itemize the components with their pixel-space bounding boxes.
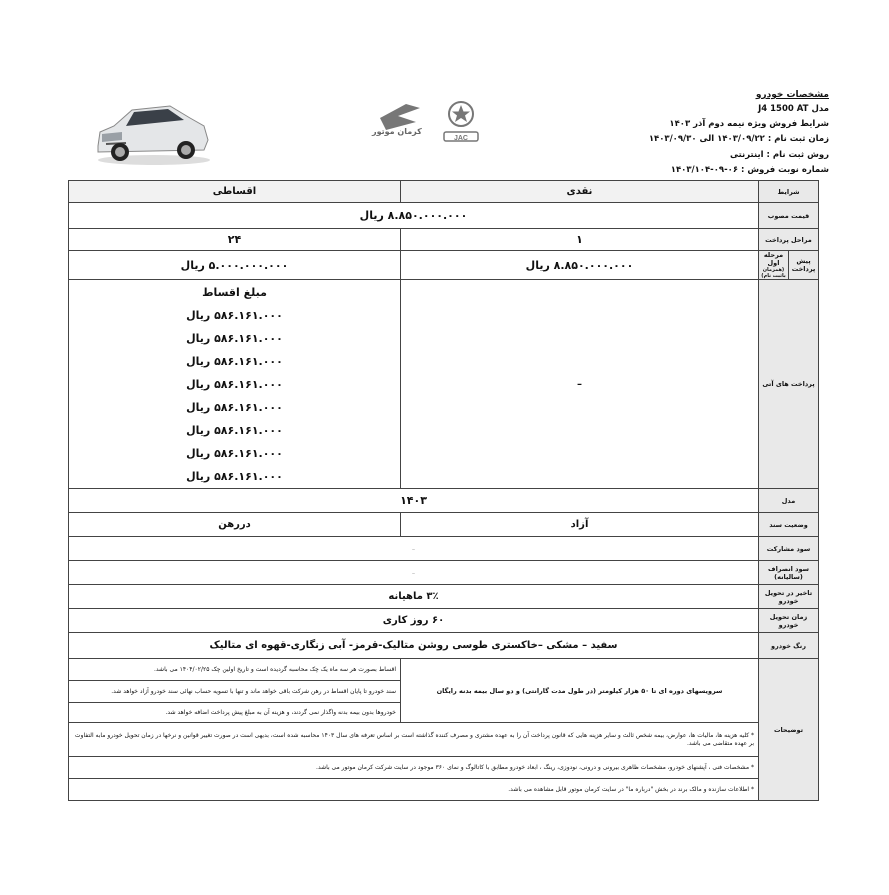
installment-row: ۵۸۶.۱۶۱.۰۰۰ ریال [186, 423, 283, 437]
jac-logo-icon [436, 100, 486, 144]
label-payment-stages: مراحل پرداخت [759, 229, 819, 251]
partnership-value: – [69, 537, 759, 561]
stages-installment: ۲۴ [69, 229, 401, 251]
label-model: مدل [759, 489, 819, 513]
label-prepayment: پیش پرداخت [789, 251, 819, 280]
note-installment-2: سند خودرو تا پایان اقساط در رهن شرکت باقی خواهد ماند و تنها با تسویه حساب نهائی سند خودرو آزاد خواهد شد. [69, 681, 401, 703]
first-stage-sub: (همزمان باثبت نام) [761, 267, 786, 279]
label-notes: توضیحات [759, 659, 819, 801]
label-partnership-profit: سود مشارکت [759, 537, 819, 561]
label-color: رنگ خودرو [759, 633, 819, 659]
installment-header: مبلغ اقساط [202, 285, 267, 299]
label-first-stage [759, 251, 789, 280]
model-value: ۱۴۰۳ [69, 489, 759, 513]
delivery-value: ۶۰ روز کاری [69, 609, 759, 633]
installment-row: ۵۸۶.۱۶۱.۰۰۰ ریال [186, 377, 283, 391]
installment-list [69, 280, 401, 489]
doc-installment: دررهن [69, 513, 401, 537]
label-future-payments: پرداخت های آتی [759, 280, 819, 489]
label-document-status: وضعیت سند [759, 513, 819, 537]
header-terms: شرایط [759, 181, 819, 203]
spec-table [68, 180, 819, 801]
label-delivery-time: زمان تحویل خودرو [759, 609, 819, 633]
note-installment-3: خودروها بدون بیمه بدنه واگذار نمی گردند، و هزینه آن به مبلغ پیش پرداخت اضافه خواهد شد. [69, 703, 401, 723]
installment-row: ۵۸۶.۱۶۱.۰۰۰ ریال [186, 331, 283, 345]
installment-row: ۵۸۶.۱۶۱.۰۰۰ ریال [186, 446, 283, 460]
note-service: سرویسهای دوره ای تا ۵۰ هزار کیلومتر (در طول مدت گارانتی) و دو سال بیمه بدنه رایگان [401, 659, 759, 723]
prepay-cash: ۸.۸۵۰.۰۰۰.۰۰۰ ریال [401, 251, 759, 280]
svg-text:JAC: JAC [453, 135, 469, 142]
delay-value: ۳٪ ماهیانه [69, 585, 759, 609]
stages-cash: ۱ [401, 229, 759, 251]
note-installment-1: اقساط بصورت هر سه ماه یک چک محاسبه گردیده است و تاریخ اولین چک ۱۴۰۴/۰۲/۲۵ می باشد. [69, 659, 401, 681]
sale-conditions: شرایط فروش ویژه نیمه دوم آذر ۱۴۰۳ [669, 119, 829, 129]
sale-number: شماره نوبت فروش : ۰۶-۰۹-۱۴۰۳/۱۰۴ [670, 165, 829, 175]
note-general-2: * مشخصات فنی ، آپشنهای خودرو، مشخصات ظاهری بیرونی و درونی، نودوزی، رینگ ، ابعاد خودرو مطابق با کاتالوگ و نمای ۳۶۰ موجود در سایت شرکت کرمان موتور می باشد. [69, 757, 759, 779]
note-general-3: * اطلاعات سازنده و مالک برند در بخش "درباره ما" در سایت کرمان موتور قابل مشاهده می باشد. [69, 779, 759, 801]
prepay-installment: ۵.۰۰۰.۰۰۰.۰۰۰ ریال [69, 251, 401, 280]
label-price: قیمت مصوب [759, 203, 819, 229]
annual-value: – [69, 561, 759, 585]
installment-row: ۵۸۶.۱۶۱.۰۰۰ ریال [186, 354, 283, 368]
registration-time: زمان ثبت نام : ۱۴۰۳/۰۹/۲۲ الی ۱۴۰۳/۰۹/۳۰ [648, 134, 829, 144]
label-annual-profit: سود انصراف (سالیانه) [759, 561, 819, 585]
color-value: سفید – مشکی –خاکستری طوسی روشن متالیک-قرمز- آبی زنگاری-قهوه ای متالیک [69, 633, 759, 659]
page-title: مشخصات خودرو [755, 90, 829, 100]
brand-text: کرمان موتور [372, 127, 422, 136]
header-installment: اقساطی [69, 181, 401, 203]
car-image [92, 98, 214, 168]
installment-row: ۵۸۶.۱۶۱.۰۰۰ ریال [186, 400, 283, 414]
installment-row: ۵۸۶.۱۶۱.۰۰۰ ریال [186, 469, 283, 483]
label-delivery-delay: تاخیر در تحویل خودرو [759, 585, 819, 609]
header-cash: نقدی [401, 181, 759, 203]
future-cash: – [401, 280, 759, 489]
doc-cash: آزاد [401, 513, 759, 537]
model-line: مدل J4 1500 AT [758, 104, 829, 114]
price-value: ۸.۸۵۰.۰۰۰.۰۰۰ ریال [69, 203, 759, 229]
registration-method: روش ثبت نام : اینترنتی [729, 150, 829, 160]
first-stage-text: مرحله اول [763, 251, 784, 267]
note-general-1: * کلیه هزینه ها، مالیات ها، عوارض، بیمه شخص ثالث و سایر هزینه هایی که قانون پرداخت آن را به عهده مشتری و مصرف کننده گذاشته است بر اساس تعرفه های سال ۱۴۰۳ محاسبه شده است، بدیهی است در صورت تغییر قوانین و نرخها در زمان تحویل خودرو مابه التفاوت بر عهده متقاضی می باشد. [69, 723, 759, 757]
installment-row: ۵۸۶.۱۶۱.۰۰۰ ریال [186, 308, 283, 322]
